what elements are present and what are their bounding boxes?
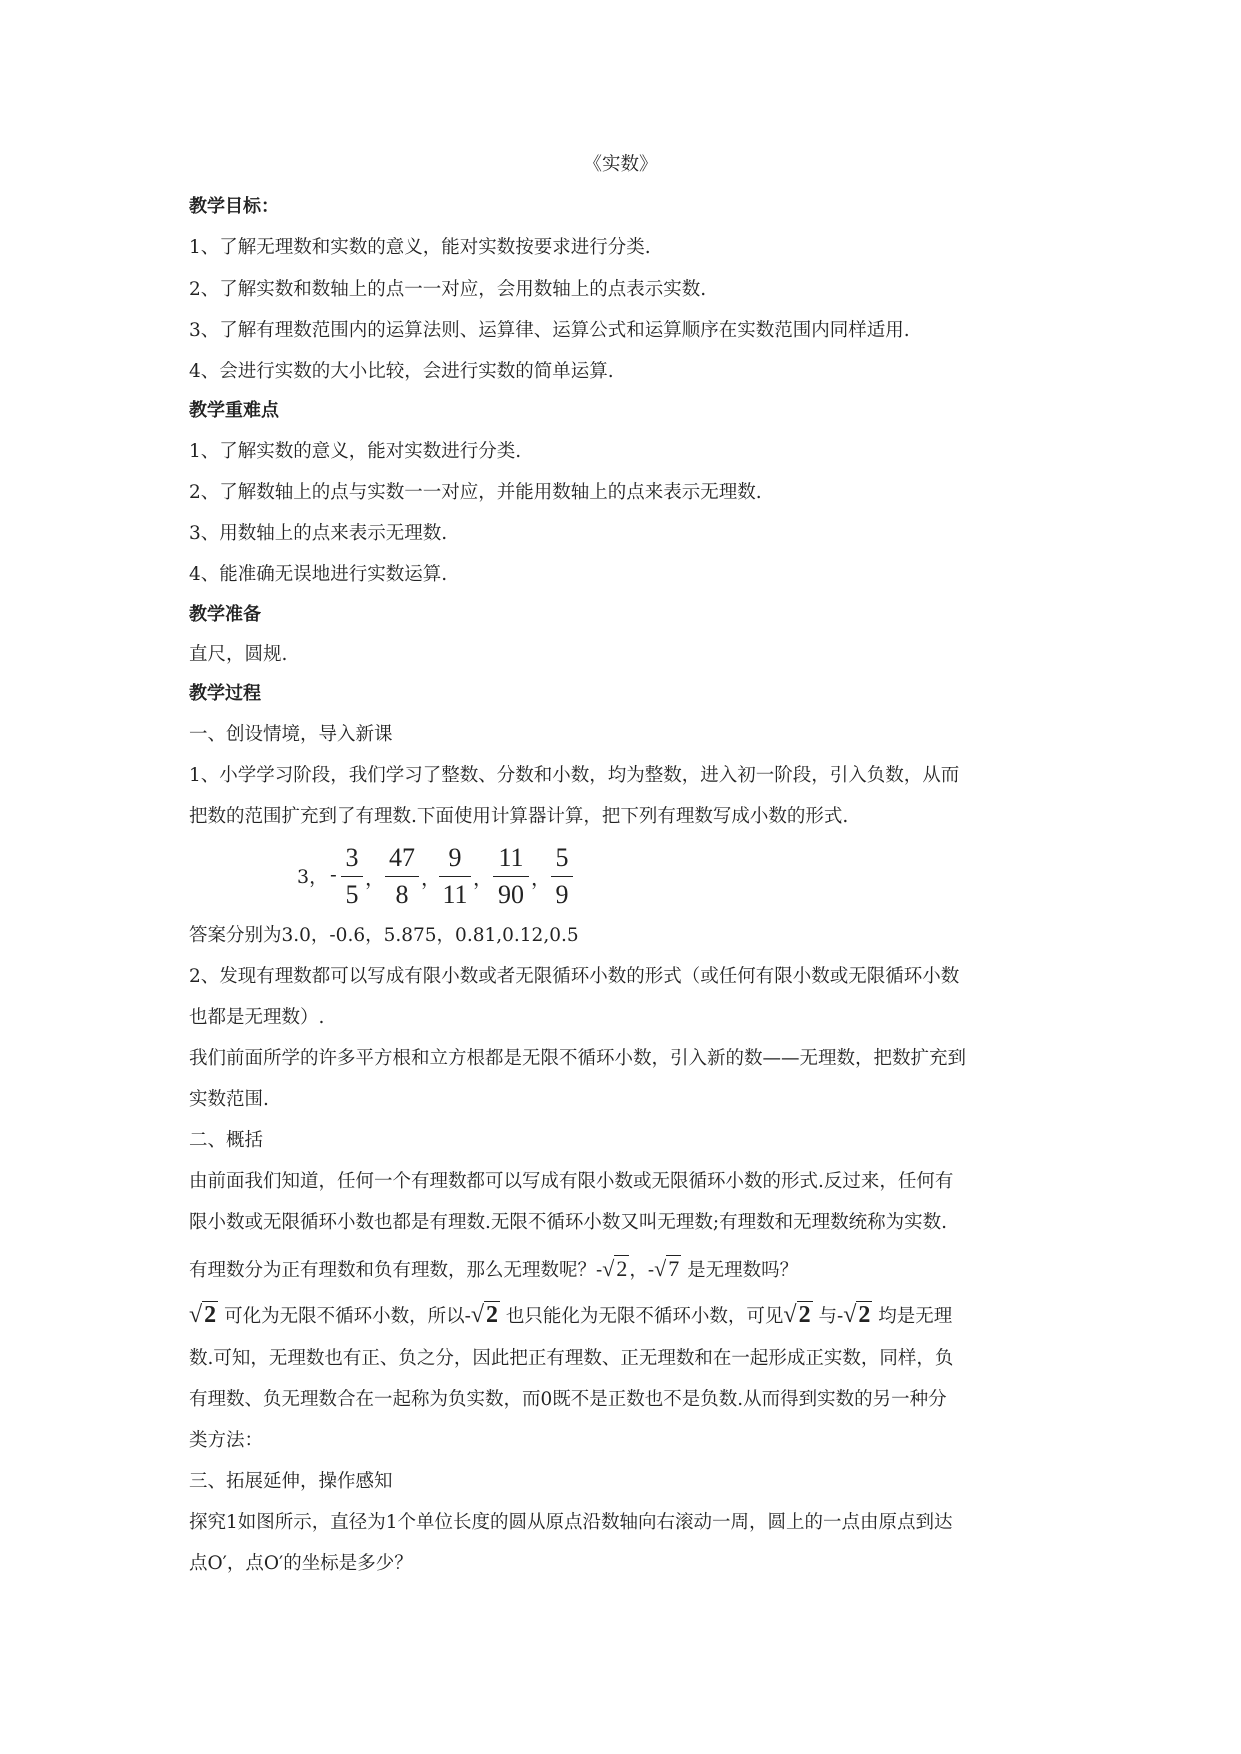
objective-item-1: 1、了解无理数和实数的意义，能对实数按要求进行分类. <box>189 237 651 258</box>
text-span: 均是无理 <box>878 1306 953 1327</box>
paragraph-5-line <box>189 1257 798 1283</box>
key-point-3: 3、用数轴上的点来表示无理数. <box>189 523 448 544</box>
key-point-1: 1、了解实数的意义，能对实数进行分类. <box>189 441 522 462</box>
key-point-4: 4、能准确无误地进行实数运算. <box>189 564 448 585</box>
text-span: 是无理数吗？ <box>687 1260 799 1281</box>
fraction-separator: ， <box>421 866 441 890</box>
fraction-3 <box>439 842 471 911</box>
paragraph-3-line-2: 实数范围. <box>189 1089 269 1110</box>
objective-item-3: 3、了解有理数范围内的运算法则、运算律、运算公式和运算顺序在实数范围内同样适用. <box>189 320 910 341</box>
paragraph-6-line-3: 有理数、负无理数合在一起称为负实数，而0既不是正数也不是负数.从而得到实数的另一种分 <box>189 1389 947 1410</box>
text-span: 也只能化为无限不循环小数，可见 <box>505 1306 784 1327</box>
part3-title: 三、拓展延伸，操作感知 <box>189 1471 393 1492</box>
fraction-numerator: 9 <box>448 843 462 872</box>
paragraph-6-line-2: 数.可知，无理数也有正、负之分，因此把正有理数、正无理数和在一起形成正实数，同样，负 <box>189 1348 954 1369</box>
paragraph-7-line-1: 探究1如图所示，直径为1个单位长度的圆从原点沿数轴向右滚动一周，圆上的一点由原点到达 <box>189 1512 953 1533</box>
objective-item-2: 2、了解实数和数轴上的点一一对应，会用数轴上的点表示实数. <box>189 279 707 300</box>
fraction-numerator: 5 <box>555 843 569 872</box>
fraction-denominator: 90 <box>498 880 524 909</box>
fraction-separator: ， <box>473 866 493 890</box>
fraction-4 <box>493 842 529 911</box>
paragraph-1-line-2: 把数的范围扩充到了有理数.下面使用计算器计算，把下列有理数写成小数的形式. <box>189 806 849 827</box>
answer-line: 答案分别为3.0，-0.6，5.875，0.81,0.12,0.5 <box>189 925 579 946</box>
paragraph-3-line-1: 我们前面所学的许多平方根和立方根都是无限不循环小数，引入新的数——无理数，把数扩充到 <box>189 1048 967 1069</box>
fraction-denominator: 8 <box>395 880 409 909</box>
fraction-separator: ， <box>365 866 385 890</box>
fraction-denominator: 5 <box>345 880 359 909</box>
sqrt-2-expression: √2 <box>783 1302 811 1328</box>
part2-title: 二、概括 <box>189 1130 264 1151</box>
text-span: 与- <box>818 1306 844 1327</box>
page-title: 《实数》 <box>583 154 658 175</box>
fraction-numerator: 11 <box>498 843 524 872</box>
fraction-5 <box>551 842 573 911</box>
sqrt-2-expression: √2 <box>843 1302 871 1328</box>
heading-key-points: 教学重难点 <box>189 400 279 421</box>
paragraph-6-line-4: 类方法： <box>189 1430 264 1451</box>
paragraph-1-line-1: 1、小学学习阶段，我们学习了整数、分数和小数，均为整数，进入初一阶段，引入负数，从而 <box>189 765 960 786</box>
fraction-1 <box>341 842 363 911</box>
fraction-numerator: 47 <box>389 843 415 872</box>
text-span: 有理数分为正有理数和负有理数，那么无理数呢？- <box>189 1260 603 1281</box>
paragraph-4-line-1: 由前面我们知道，任何一个有理数都可以写成有限小数或无限循环小数的形式.反过来，任何有 <box>189 1171 954 1192</box>
objective-item-4: 4、会进行实数的大小比较，会进行实数的简单运算. <box>189 361 614 382</box>
paragraph-7-line-2: 点O′，点O′的坐标是多少？ <box>189 1553 413 1574</box>
paragraph-2-line-2: 也都是无理数）. <box>189 1007 325 1028</box>
fraction-numerator: 3 <box>345 843 359 872</box>
sqrt-2-expression: √2 <box>602 1256 628 1281</box>
fraction-2 <box>385 842 419 911</box>
text-span: 可化为无限不循环小数，所以- <box>224 1306 471 1327</box>
sqrt-2-expression: √2 <box>470 1302 498 1328</box>
paragraph-2-line-1: 2、发现有理数都可以写成有限小数或者无限循环小数的形式（或任何有限小数或无限循环小数 <box>189 966 960 987</box>
heading-process: 教学过程 <box>189 683 261 704</box>
sqrt-7-expression: √7 <box>654 1256 680 1281</box>
part1-title: 一、创设情境，导入新课 <box>189 724 393 745</box>
preparation-text: 直尺，圆规. <box>189 644 288 665</box>
negative-sign: - <box>330 862 337 886</box>
paragraph-4-line-2: 限小数或无限循环小数也都是有理数.无限不循环小数又叫无理数;有理数和无理数统称为实数. <box>189 1212 947 1233</box>
fraction-denominator: 11 <box>442 880 468 909</box>
paragraph-6-line-1 <box>189 1303 952 1329</box>
key-point-2: 2、了解数轴上的点与实数一一对应，并能用数轴上的点来表示无理数. <box>189 482 762 503</box>
heading-preparation: 教学准备 <box>189 604 261 625</box>
fraction-lead: 3， <box>297 866 329 888</box>
text-span: ，- <box>629 1260 655 1281</box>
sqrt-2-expression: √2 <box>189 1302 217 1328</box>
fraction-denominator: 9 <box>555 880 569 909</box>
fraction-separator: ， <box>531 866 551 890</box>
heading-objectives: 教学目标： <box>189 196 279 217</box>
